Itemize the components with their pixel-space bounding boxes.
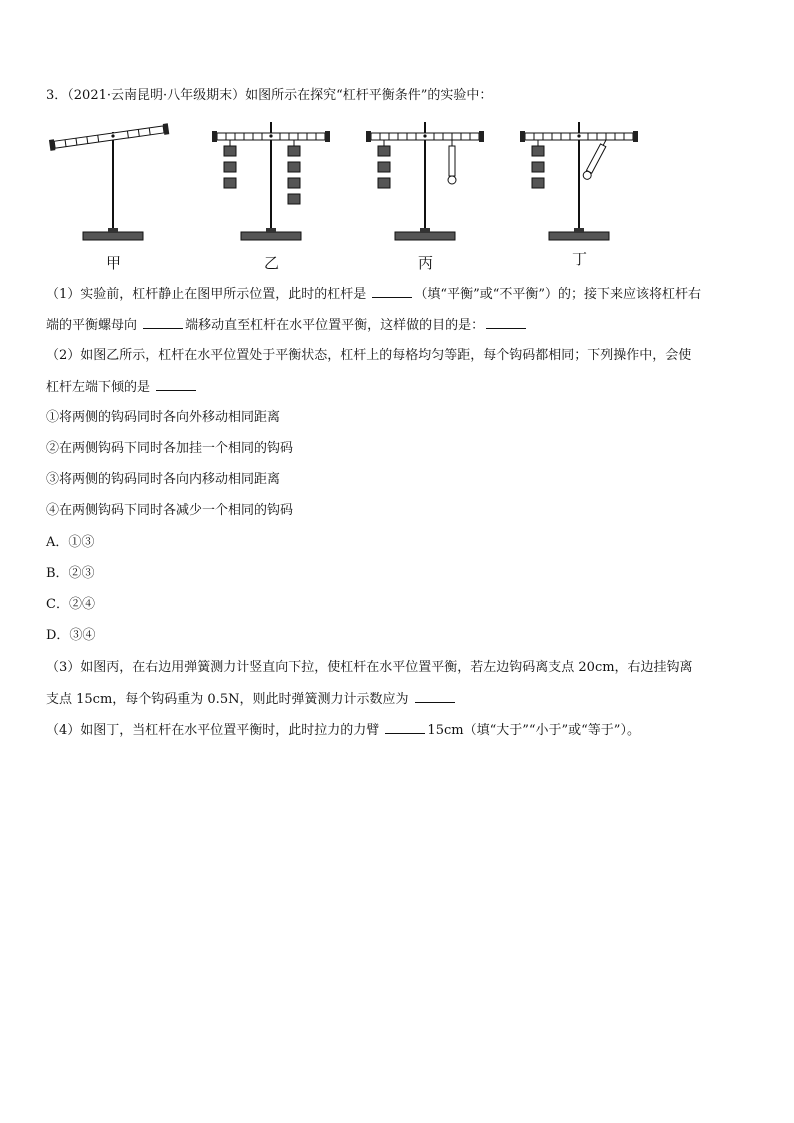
question-header bbox=[46, 87, 492, 105]
part-1-text-d: 端移动直至杠杆在水平位置平衡，这样做的目的是： bbox=[185, 318, 485, 333]
figure-label-jia: 甲 bbox=[106, 254, 122, 272]
operation-1: ①将两侧的钩码同时各向外移动相同距离 bbox=[46, 410, 281, 425]
choice-d[interactable]: D．③④ bbox=[46, 628, 96, 643]
part-4-line bbox=[46, 721, 640, 740]
operation-2: ②在两侧钩码下同时各加挂一个相同的钩码 bbox=[46, 441, 294, 456]
figure-label-bing: 丙 bbox=[418, 254, 434, 272]
part-2-line-2 bbox=[46, 378, 198, 397]
figure-label-ding: 丁 bbox=[572, 250, 588, 268]
part-1-text-b: （填“平衡”或“不平衡”）的；接下来应该将杠杆右 bbox=[414, 287, 702, 302]
operation-4: ④在两侧钩码下同时各减少一个相同的钩码 bbox=[46, 503, 294, 518]
part-3-text: 支点 15cm，每个钩码重为 0.5N，则此时弹簧测力计示数应为 bbox=[46, 692, 409, 707]
part-4-text-b: 15cm（填“大于”“小于”或“等于”）。 bbox=[427, 723, 640, 738]
part-2-line-1: （2）如图乙所示，杠杆在水平位置处于平衡状态，杠杆上的每格均匀等距，每个钩码都相同；下列操作中，会使 bbox=[46, 348, 692, 363]
part-2-text: 杠杆左端下倾的是 bbox=[46, 380, 151, 395]
choice-a[interactable]: A．①③ bbox=[46, 535, 95, 550]
part-1-line-2 bbox=[46, 316, 528, 335]
choice-c[interactable]: C．②④ bbox=[46, 597, 95, 612]
answer-blank-6[interactable] bbox=[385, 721, 425, 734]
choice-b[interactable]: B．②③ bbox=[46, 566, 95, 581]
answer-blank-1[interactable] bbox=[372, 285, 412, 298]
figure-jia bbox=[49, 123, 169, 240]
answer-blank-2[interactable] bbox=[143, 316, 183, 329]
lever-figures bbox=[46, 120, 646, 284]
question-intro: 如图所示在探究“杠杆平衡条件”的实验中： bbox=[245, 88, 493, 103]
part-3-line-2 bbox=[46, 690, 457, 709]
part-4-text-a: （4）如图丁，当杠杆在水平位置平衡时，此时拉力的力臂 bbox=[46, 723, 380, 738]
question-number: 3． bbox=[46, 88, 68, 103]
question-source: （2021·云南昆明·八年级期末） bbox=[67, 88, 246, 103]
part-1-text-c: 端的平衡螺母向 bbox=[46, 318, 138, 333]
operation-3: ③将两侧的钩码同时各向内移动相同距离 bbox=[46, 472, 281, 487]
part-1-text-a: （1）实验前，杠杆静止在图甲所示位置，此时的杠杆是 bbox=[46, 287, 367, 302]
answer-blank-5[interactable] bbox=[415, 690, 455, 703]
figure-bing bbox=[366, 122, 484, 240]
figure-label-yi: 乙 bbox=[264, 254, 280, 272]
answer-blank-4[interactable] bbox=[156, 378, 196, 391]
part-3-line-1: （3）如图丙，在右边用弹簧测力计竖直向下拉，使杠杆在水平位置平衡，若左边钩码离支点 20cm，右边挂钩离 bbox=[46, 660, 693, 675]
lever-diagrams-svg bbox=[46, 120, 646, 280]
answer-blank-3[interactable] bbox=[486, 316, 526, 329]
figure-ding bbox=[520, 122, 638, 240]
figure-yi bbox=[212, 122, 330, 240]
part-1-line-1 bbox=[46, 285, 701, 304]
